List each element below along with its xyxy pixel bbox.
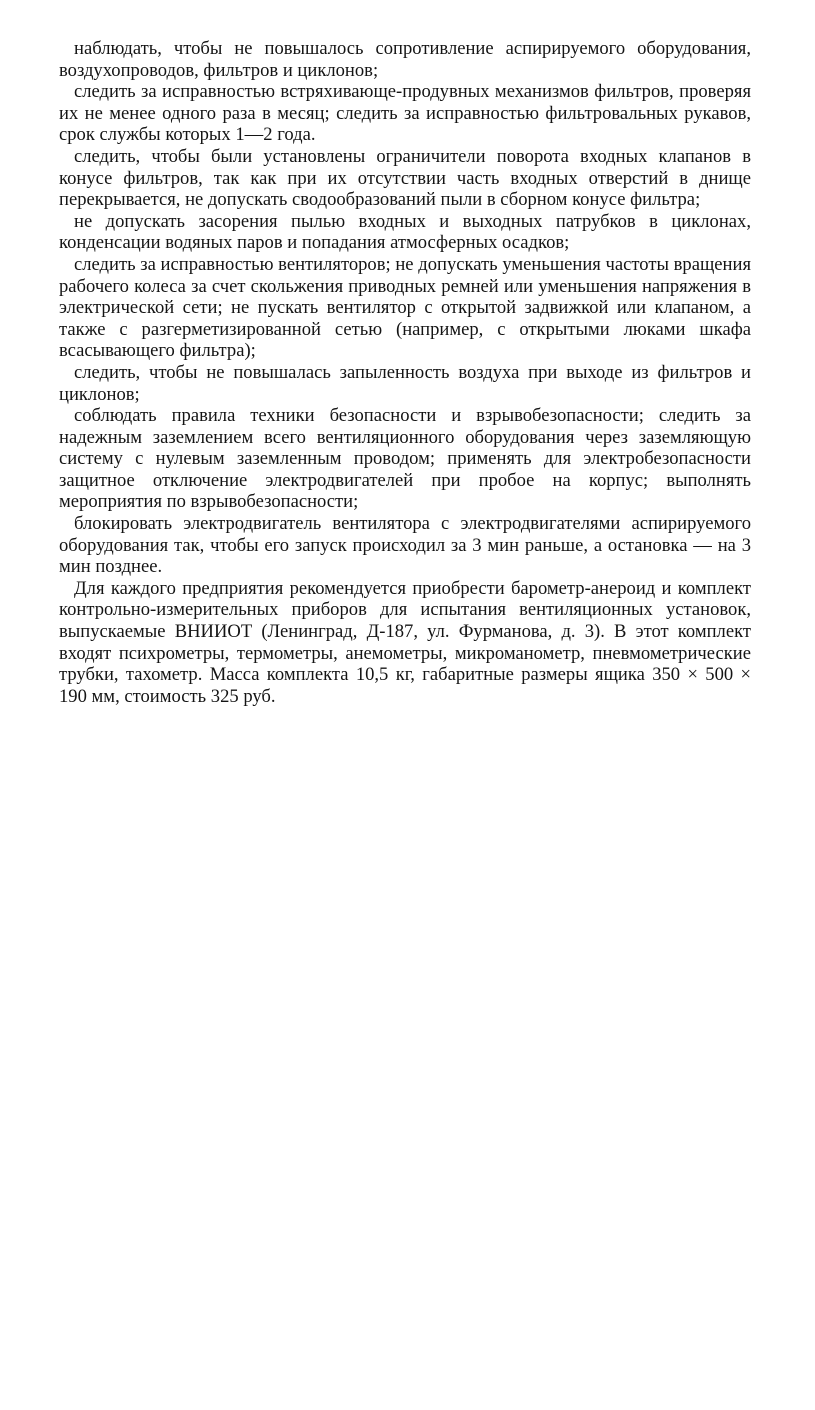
paragraph-instrument-kit: Для каждого предприятия рекомендуется приобрести барометр-анероид и комплект контрольно-измерительных приборов для испытания вентиляционных установок, выпускаемые ВНИИОТ (Ленинград, Д-187, ул. Фурманова, д. 3). В этот комплект входят психрометры, термометры, анемометры, микроманометр, пневмометрические трубки, тахометр. Масса комплекта 10,5 кг, габаритные размеры ящика 350 × 500 × 190 мм, стоимость 325 руб.	[59, 577, 751, 707]
document-page	[59, 38, 751, 707]
paragraph-resistance: наблюдать, чтобы не повышалось сопротивление аспирируемого оборудования, воздухопроводов, фильтров и циклонов;	[59, 38, 751, 81]
paragraph-shaking-mechanisms: следить за исправностью встряхивающе-продувных механизмов фильтров, проверяя их не менее одного раза в месяц; следить за исправностью фильтровальных рукавов, срок службы которых 1—2 года.	[59, 81, 751, 146]
paragraph-dust-content: следить, чтобы не повышалась запыленность воздуха при выходе из фильтров и циклонов;	[59, 361, 751, 405]
paragraph-motor-interlock: блокировать электродвигатель вентилятора с электродвигателями аспирируемого оборудования так, чтобы его запуск происходил за 3 мин раньше, а остановка — на 3 мин позднее.	[59, 513, 751, 578]
paragraph-safety: соблюдать правила техники безопасности и взрывобезопасности; следить за надежным заземлением всего вентиляционного оборудования через заземляющую систему с нулевым заземленным проводом; применять для электробезопасности защитное отключение электродвигателей при пробое на корпус; выполнять мероприятия по взрывобезопасности;	[59, 405, 751, 513]
paragraph-cyclone-pipes: не допускать засорения пылью входных и выходных патрубков в циклонах, конденсации водяных паров и попадания атмосферных осадков;	[59, 210, 751, 254]
paragraph-valve-limiters: следить, чтобы были установлены ограничители поворота входных клапанов в конусе фильтров, так как при их отсутствии часть входных отверстий в днище перекрывается, не допускать сводообразований пыли в сборном конусе фильтра;	[59, 145, 751, 211]
paragraph-fans: следить за исправностью вентиляторов; не допускать уменьшения частоты вращения рабочего колеса за счет скольжения приводных ремней или уменьшения напряжения в электрической сети; не пускать вентилятор с открытой задвижкой или клапаном, а также с разгерметизированной сетью (например, с открытыми люками шкафа всасывающего фильтра);	[59, 253, 751, 362]
